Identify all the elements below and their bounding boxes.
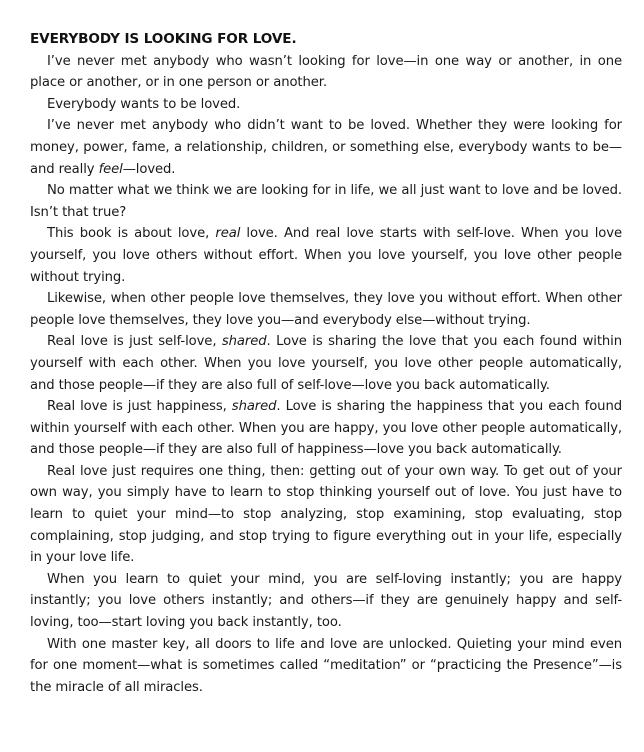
paragraph (30, 94, 622, 116)
paragraph (30, 223, 622, 288)
text-run: With one master key, all doors to life and love are unlocked. Quieting your mind even for one moment—what is sometimes called “meditation” or “practicing the Presence”—is the miracle of all miracles. (30, 636, 622, 695)
italic-text: feel (98, 161, 123, 177)
text-run: When you learn to quiet your mind, you are self-loving instantly; you are happy instantly; you love others instantly; and others—if they are genuinely happy and self-loving, too—start loving you back instantly, too. (30, 571, 622, 631)
text-run: This book is about love, (47, 226, 216, 242)
text-run: . Love is sharing the happiness that you each found within yourself with each other. When you are happy, you love other people automatically, and those people—if they are also full of happiness—love you back automatically. (30, 399, 622, 458)
paragraph (30, 51, 622, 94)
text-run: Real love is just self-love, (47, 334, 222, 350)
italic-text: real (215, 226, 241, 242)
paragraph (30, 461, 622, 569)
text-run: . Love is sharing the love that you each found within yourself with each other. When you love yourself, you love other people automatically, and those people—if they are also full of self-love—love you back automatically. (30, 334, 622, 393)
text-run: love. And real love starts with self-love. When you love yourself, you love others without effort. When you love yourself, you love other people without trying. (30, 226, 622, 285)
document-page (30, 29, 622, 698)
text-run: Everybody wants to be loved. (47, 96, 241, 112)
body-text (30, 51, 622, 699)
italic-text: shared (231, 399, 277, 415)
text-run: No matter what we think we are looking for in life, we all just want to love and be loved. Isn’t that true? (30, 183, 622, 220)
paragraph (30, 115, 622, 180)
text-run: I’ve never met anybody who wasn’t looking for love—in one way or another, in one place or another, or in one person or another. (30, 53, 622, 91)
section-heading: EVERYBODY IS LOOKING FOR LOVE. (30, 31, 297, 47)
text-run: I’ve never met anybody who didn’t want to be loved. Whether they were looking for money, power, fame, a relationship, children, or something else, everybody wants to be—and really (30, 118, 622, 177)
text-run: —loved. (122, 161, 176, 177)
paragraph (30, 331, 622, 396)
paragraph (30, 396, 622, 461)
text-run: Real love just requires one thing, then: getting out of your own way. To get out of your own way, you simply have to learn to stop thinking yourself out of love. You just have to learn to quiet your mind—to stop analyzing, stop examining, stop evaluating, stop complaining, stop judging, and stop trying to figure everything out in your life, especially in your love life. (30, 463, 622, 566)
paragraph (30, 180, 622, 223)
paragraph (30, 569, 622, 634)
text-run: Likewise, when other people love themselves, they love you without effort. When other people love themselves, they love you—and everybody else—without trying. (30, 291, 622, 328)
italic-text: shared (221, 334, 267, 350)
paragraph (30, 634, 622, 699)
text-run: Real love is just happiness, (47, 399, 232, 415)
paragraph (30, 288, 622, 331)
